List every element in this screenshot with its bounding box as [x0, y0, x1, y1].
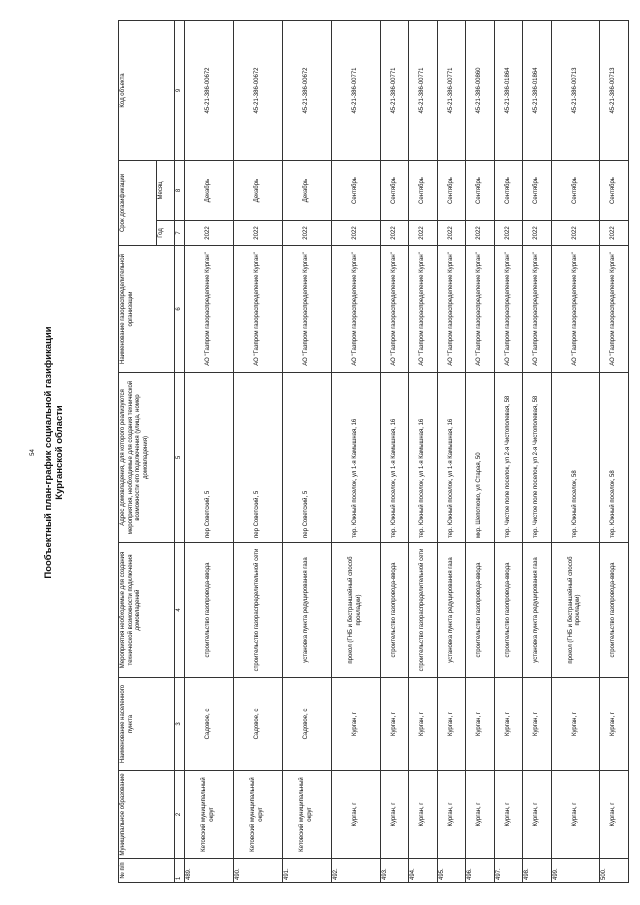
- municipality-cell: Курган, г: [380, 771, 409, 859]
- header-row: [119, 21, 157, 883]
- table-row: [331, 21, 380, 883]
- address-cell: тер. Южный поселок, 58: [600, 373, 629, 543]
- column-number: 6: [175, 246, 185, 373]
- measure-cell: строительство газопровода-ввода: [185, 543, 234, 678]
- month-cell: Сентябрь: [466, 161, 495, 221]
- measure-cell: установка пункта редуцирования газа: [282, 543, 331, 678]
- measure-cell: строительство газопровода-ввода: [494, 543, 523, 678]
- row-number: 490.: [233, 859, 282, 883]
- organization-cell: АО "Газпром газораспределение Курган": [331, 246, 380, 373]
- row-number: 494.: [409, 859, 438, 883]
- object-code-cell: 45-21-386-00672: [185, 21, 234, 161]
- settlement-cell: Садовое, с: [282, 678, 331, 771]
- address-cell: пер Советский, 5: [233, 373, 282, 543]
- column-number: 7: [175, 221, 185, 246]
- settlement-cell: Курган, г: [331, 678, 380, 771]
- row-number: 500.: [600, 859, 629, 883]
- month-cell: Сентябрь: [494, 161, 523, 221]
- address-cell: тер. Южный поселок, 58: [551, 373, 600, 543]
- measure-cell: установка пункта редуцирования газа: [437, 543, 466, 678]
- header-settlement: Наименование населенного пункта: [119, 678, 175, 771]
- column-number: 8: [175, 161, 185, 221]
- organization-cell: АО "Газпром газораспределение Курган": [282, 246, 331, 373]
- settlement-cell: Курган, г: [409, 678, 438, 771]
- month-cell: Сентябрь: [437, 161, 466, 221]
- object-code-cell: 45-21-386-00672: [282, 21, 331, 161]
- year-cell: 2022: [551, 221, 600, 246]
- row-number: 499.: [551, 859, 600, 883]
- row-number: 495.: [437, 859, 466, 883]
- row-number: 491.: [282, 859, 331, 883]
- municipality-cell: Курган, г: [409, 771, 438, 859]
- month-cell: Декабрь: [282, 161, 331, 221]
- header-year: Год: [157, 221, 175, 246]
- column-number: 3: [175, 678, 185, 771]
- measure-cell: прокол (ГНБ и бестраншейный способ прокладки): [551, 543, 600, 678]
- row-number: 492.: [331, 859, 380, 883]
- year-cell: 2022: [185, 221, 234, 246]
- gasification-table: [118, 20, 629, 883]
- address-cell: мкр. Шепотково, ул Старая, 50: [466, 373, 495, 543]
- year-cell: 2022: [331, 221, 380, 246]
- row-number: 496.: [466, 859, 495, 883]
- municipality-cell: Кетовский муниципальный округ: [233, 771, 282, 859]
- organization-cell: АО "Газпром газораспределение Курган": [600, 246, 629, 373]
- column-number-row: [175, 21, 185, 883]
- column-number: 1: [175, 859, 185, 883]
- municipality-cell: Курган, г: [494, 771, 523, 859]
- settlement-cell: Курган, г: [551, 678, 600, 771]
- municipality-cell: Курган, г: [551, 771, 600, 859]
- municipality-cell: Курган, г: [466, 771, 495, 859]
- settlement-cell: Курган, г: [466, 678, 495, 771]
- table-row: [437, 21, 466, 883]
- header-address: Адрес домовладения, для которого реализуются мероприятия, необходимые для создания технической возможности его подключения (улица, номер домовладения): [119, 373, 175, 543]
- month-cell: Декабрь: [185, 161, 234, 221]
- table-row: [380, 21, 409, 883]
- settlement-cell: Курган, г: [437, 678, 466, 771]
- municipality-cell: Кетовский муниципальный округ: [282, 771, 331, 859]
- object-code-cell: 45-21-386-00771: [380, 21, 409, 161]
- measure-cell: строительство газопровода-ввода: [380, 543, 409, 678]
- month-cell: Декабрь: [233, 161, 282, 221]
- object-code-cell: 45-21-386-00771: [409, 21, 438, 161]
- measure-cell: строительство газораспределительной сети: [409, 543, 438, 678]
- year-cell: 2022: [466, 221, 495, 246]
- object-code-cell: 45-21-386-00713: [551, 21, 600, 161]
- object-code-cell: 45-21-386-00713: [600, 21, 629, 161]
- row-number: 489.: [185, 859, 234, 883]
- settlement-cell: Курган, г: [494, 678, 523, 771]
- column-number: 2: [175, 771, 185, 859]
- header-organization: Наименование газораспределительной организации: [119, 246, 175, 373]
- organization-cell: АО "Газпром газораспределение Курган": [437, 246, 466, 373]
- organization-cell: АО "Газпром газораспределение Курган": [380, 246, 409, 373]
- organization-cell: АО "Газпром газораспределение Курган": [523, 246, 552, 373]
- page-number: 54: [30, 449, 36, 456]
- table-body: [185, 21, 629, 883]
- measure-cell: строительство газопровода-ввода: [466, 543, 495, 678]
- measure-cell: строительство газопровода-ввода: [600, 543, 629, 678]
- table-row: [282, 21, 331, 883]
- title-line-2: Курганской области: [54, 405, 65, 500]
- organization-cell: АО "Газпром газораспределение Курган": [233, 246, 282, 373]
- address-cell: тер. Южный поселок, ул 1-я Камышная, 16: [409, 373, 438, 543]
- year-cell: 2022: [409, 221, 438, 246]
- municipality-cell: Курган, г: [523, 771, 552, 859]
- object-code-cell: 45-21-386-00771: [331, 21, 380, 161]
- table-row: [233, 21, 282, 883]
- address-cell: тер. Чистое поле поселок, ул 2-я Чистополевая, 58: [523, 373, 552, 543]
- address-cell: тер. Чистое поле поселок, ул 2-я Чистополевая, 58: [494, 373, 523, 543]
- organization-cell: АО "Газпром газораспределение Курган": [185, 246, 234, 373]
- municipality-cell: Кетовский муниципальный округ: [185, 771, 234, 859]
- month-cell: Сентябрь: [331, 161, 380, 221]
- year-cell: 2022: [523, 221, 552, 246]
- table-row: [494, 21, 523, 883]
- organization-cell: АО "Газпром газораспределение Курган": [494, 246, 523, 373]
- municipality-cell: Курган, г: [600, 771, 629, 859]
- month-cell: Сентябрь: [380, 161, 409, 221]
- column-number: 4: [175, 543, 185, 678]
- measure-cell: прокол (ГНБ и бестраншейный способ прокладки): [331, 543, 380, 678]
- year-cell: 2022: [600, 221, 629, 246]
- address-cell: тер. Южный поселок, ул 1-я Камышная, 16: [380, 373, 409, 543]
- row-number: 493.: [380, 859, 409, 883]
- address-cell: пер Советский, 5: [282, 373, 331, 543]
- address-cell: тер. Южный поселок, ул 1-я Камышная, 16: [437, 373, 466, 543]
- year-cell: 2022: [437, 221, 466, 246]
- header-deadline: Срок догазификации: [119, 161, 157, 246]
- header-num: № п/п: [119, 859, 175, 883]
- column-number: 5: [175, 373, 185, 543]
- row-number: 498.: [523, 859, 552, 883]
- settlement-cell: Садовое, с: [233, 678, 282, 771]
- object-code-cell: 45-21-386-00860: [466, 21, 495, 161]
- object-code-cell: 45-21-386-00672: [233, 21, 282, 161]
- column-number: 9: [175, 21, 185, 161]
- organization-cell: АО "Газпром газораспределение Курган": [466, 246, 495, 373]
- settlement-cell: Садовое, с: [185, 678, 234, 771]
- object-code-cell: 45-21-386-00771: [437, 21, 466, 161]
- settlement-cell: Курган, г: [600, 678, 629, 771]
- measure-cell: строительство газораспределительной сети: [233, 543, 282, 678]
- header-municipality: Муниципальное образование: [119, 771, 175, 859]
- municipality-cell: Курган, г: [331, 771, 380, 859]
- year-cell: 2022: [282, 221, 331, 246]
- header-month: Месяц: [157, 161, 175, 221]
- table-row: [409, 21, 438, 883]
- address-cell: тер. Южный поселок, ул 1-я Камышная, 16: [331, 373, 380, 543]
- header-object-code: Код объекта: [119, 21, 175, 161]
- measure-cell: установка пункта редуцирования газа: [523, 543, 552, 678]
- table-row: [551, 21, 600, 883]
- address-cell: пер Советский, 5: [185, 373, 234, 543]
- municipality-cell: Курган, г: [437, 771, 466, 859]
- header-measures: Мероприятия необходимые для создания технической возможности подключения домовладений: [119, 543, 175, 678]
- table-row: [523, 21, 552, 883]
- year-cell: 2022: [494, 221, 523, 246]
- title-line-1: Пообъектный план-график социальной газификации: [43, 326, 54, 579]
- month-cell: Сентябрь: [409, 161, 438, 221]
- table-row: [185, 21, 234, 883]
- organization-cell: АО "Газпром газораспределение Курган": [551, 246, 600, 373]
- year-cell: 2022: [380, 221, 409, 246]
- organization-cell: АО "Газпром газораспределение Курган": [409, 246, 438, 373]
- row-number: 497.: [494, 859, 523, 883]
- month-cell: Сентябрь: [523, 161, 552, 221]
- month-cell: Сентябрь: [600, 161, 629, 221]
- settlement-cell: Курган, г: [380, 678, 409, 771]
- object-code-cell: 45-21-386-01864: [523, 21, 552, 161]
- table-row: [466, 21, 495, 883]
- document-title: [43, 0, 65, 905]
- year-cell: 2022: [233, 221, 282, 246]
- object-code-cell: 45-21-386-01864: [494, 21, 523, 161]
- settlement-cell: Курган, г: [523, 678, 552, 771]
- month-cell: Сентябрь: [551, 161, 600, 221]
- table-row: [600, 21, 629, 883]
